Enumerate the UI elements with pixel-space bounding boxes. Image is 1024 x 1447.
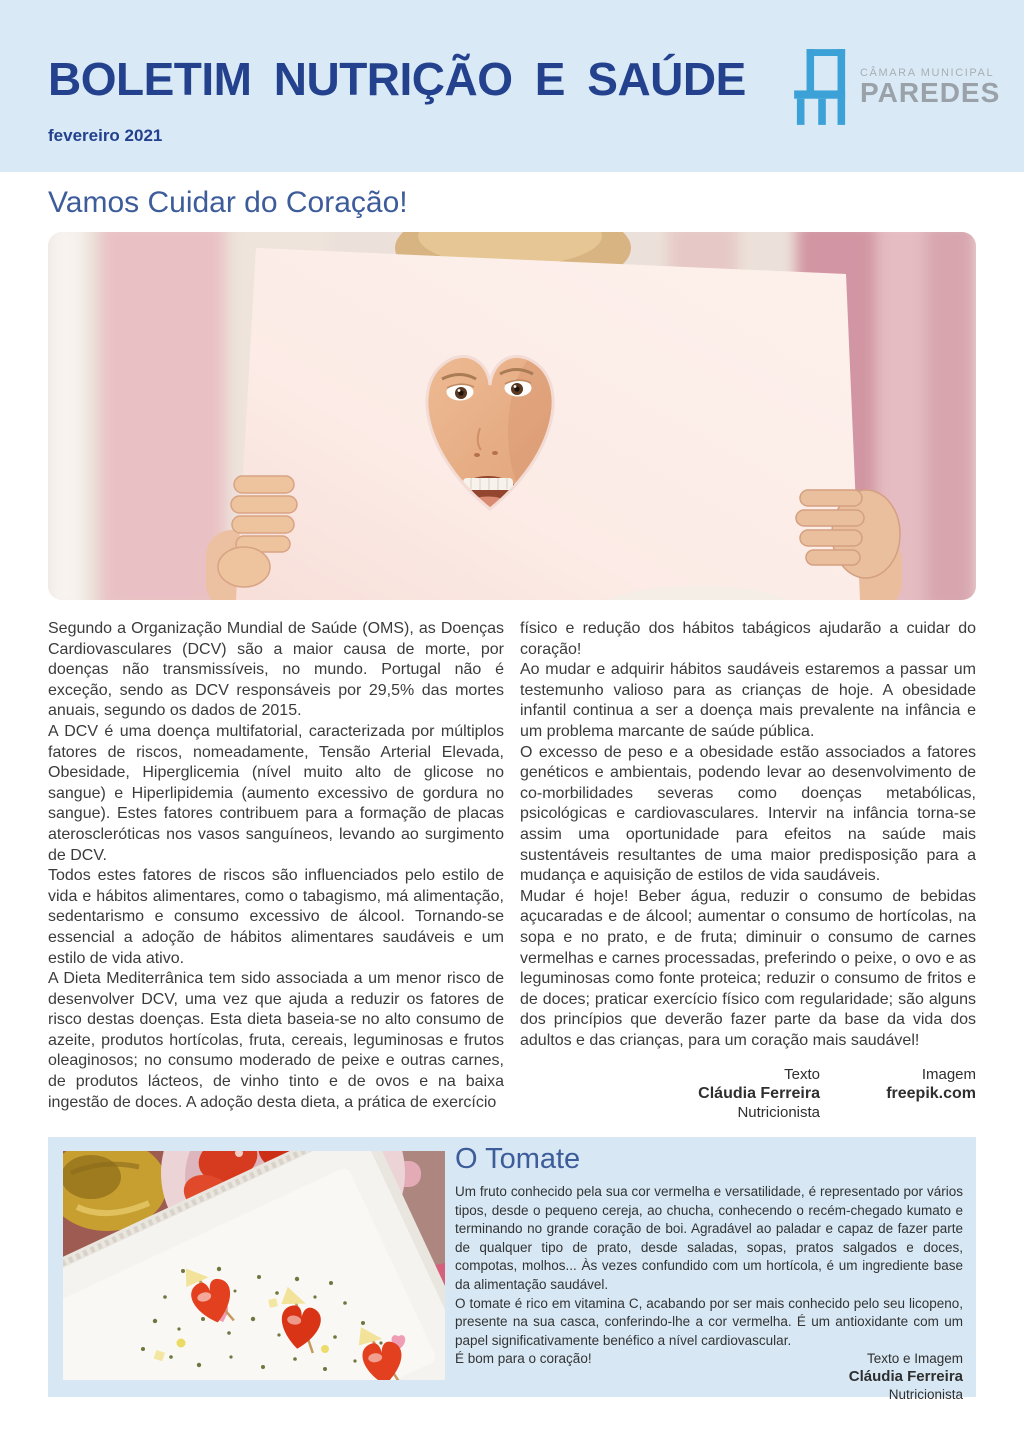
text-credit bbox=[520, 1065, 820, 1122]
tomato-photo-illustration bbox=[63, 1151, 445, 1380]
hero-photo bbox=[48, 232, 976, 600]
image-credit-label: Imagem bbox=[921, 1066, 976, 1084]
text-credit-role: Nutricionista bbox=[737, 1104, 820, 1122]
article-credits bbox=[520, 1065, 976, 1122]
tomato-section bbox=[48, 1137, 976, 1403]
article-column-1 bbox=[48, 619, 504, 1122]
tomato-article bbox=[455, 1143, 963, 1404]
article-paragraph: físico e redução dos hábitos tabágicos ajudarão a cuidar do coração! bbox=[520, 620, 976, 658]
hero-photo-illustration bbox=[48, 232, 976, 600]
page-title: BOLETIM NUTRIÇÃO E SAÚDE bbox=[48, 53, 746, 105]
right-hand bbox=[796, 490, 900, 578]
header-band bbox=[0, 0, 1024, 172]
text-credit-name: Cláudia Ferreira bbox=[698, 1085, 820, 1103]
article-title: Vamos Cuidar do Coração! bbox=[48, 186, 408, 219]
tomato-footer bbox=[455, 1350, 963, 1404]
logo-org-name: CÂMARA MUNICIPAL bbox=[860, 67, 995, 79]
tomato-paragraph: Um fruto conhecido pela sua cor vermelha e versatilidade, é representado por vários tipos, desde o pequeno cereja, ao chucha, conhecendo o recém-chegado kumato e terminando no grande coração de boi. Agradável ao paladar e capaz de fazer parte de qualquer tipo de prato, desde saladas, sopas, pratos salgados e doces, compotas, molhos... Às vezes confundido com um hortícola, é um ingrediente base da alimentação saudável. bbox=[455, 1184, 963, 1292]
tomato-paragraph: O tomate é rico em vitamina C, acabando por ser mais conhecido pelo seu licopeno, presente na sua casca, conferindo-lhe a cor vermelha. É um antioxidante com um papel significativamente benéfico a nível cardiovascular. bbox=[455, 1295, 963, 1348]
article-paragraph: Ao mudar e adquirir hábitos saudáveis estaremos a passar um testemunho valioso para as crianças de hoje. A obesidade infantil continua a ser a doença mais prevalente na infância e um problema marcante de saúde pública. bbox=[520, 661, 976, 740]
article-paragraph: O excesso de peso e a obesidade estão associados a fatores genéticos e ambientais, podendo levar ao desenvolvimento de co-morbilidades severas como doenças metabólicas, psicológicas e cardiovasculares. Intervir na infância torna-se assim uma oportunidade para efeitos na saúde mais sustentáveis resultantes de uma maior predisposição para a mudança e aquisição de estilos de vida saudáveis. bbox=[520, 743, 976, 885]
logo-city-name: PAREDES bbox=[860, 77, 1001, 108]
article-paragraph: A Dieta Mediterrânica tem sido associada a um menor risco de desenvolver DCV, uma vez que ajuda a reduzir os fatores de risco destas doenças. Esta dieta baseia-se no alto consumo de azeite, produtos hortícolas, fruta, cereais, leguminosas e frutos oleaginosos; no consumo moderado de peixe e outras carnes, de produtos lácteos, de vinho tinto e de ovos e na baixa ingestão de doces. A adoção desta dieta, a prática de exercício bbox=[48, 970, 504, 1111]
article-paragraph: Segundo a Organização Mundial de Saúde (OMS), as Doenças Cardiovasculares (DCV) são a maior causa de morte, por doenças não transmissíveis, no mundo. Portugal não é exceção, sendo as DCV responsáveis por 29,5% das mortes anuais, segundo os dados de 2015. bbox=[48, 620, 504, 720]
tomato-credit-name: Cláudia Ferreira bbox=[848, 1368, 963, 1386]
article-paragraph: Mudar é hoje! Beber água, reduzir o consumo de bebidas açucaradas e de álcool; aumentar o consumo de hortícolas, na sopa e no prato, e de fruta; diminuir o consumo de carnes vermelhas e carnes processadas, preferindo o peixe, o ovo e as leguminosas como fonte proteica; reduzir o consumo de fritos e de doces; praticar exercício físico com regularidade; são alguns dos princípios que deverão fazer parte da base da vida dos adultos e das crianças, para um coração mais saudável! bbox=[520, 887, 976, 1049]
article-body bbox=[48, 619, 976, 1122]
tomato-credits bbox=[849, 1350, 963, 1404]
tomato-credit-label: Texto e Imagem bbox=[866, 1351, 963, 1367]
tomato-closing-line: É bom para o coração! bbox=[455, 1351, 592, 1367]
paredes-chair-icon bbox=[790, 38, 852, 136]
image-credit bbox=[820, 1065, 976, 1122]
article-paragraph: Todos estes fatores de riscos são influenciados pelo estilo de vida e hábitos alimentares, como o tabagismo, má alimentação, sedentarismo e consumo excessivo de álcool. Tornando-se essencial a adoção de hábitos alimentares saudáveis e um estilo de vida ativo. bbox=[48, 867, 504, 967]
article-column-2 bbox=[520, 619, 976, 1122]
article-paragraph: A DCV é uma doença multifatorial, caracterizada por múltiplos fatores de riscos, nomeadamente, Tensão Arterial Elevada, Obesidade, Hiperglicemia (nível muito alto de glicose no sangue) e Hiperlipidemia (aumento excessivo de gordura no sangue). Estes fatores contribuem para a formação de placas ateroscleróticas nos vasos sanguíneos, levando ao surgimento de DCV. bbox=[48, 722, 504, 864]
tomato-credit-role: Nutricionista bbox=[888, 1387, 963, 1403]
text-credit-label: Texto bbox=[784, 1066, 820, 1084]
tomato-title: O Tomate bbox=[455, 1143, 581, 1175]
issue-date: fevereiro 2021 bbox=[48, 126, 163, 145]
logo-text bbox=[860, 67, 1000, 107]
municipality-logo bbox=[790, 36, 1000, 138]
tomato-photo bbox=[63, 1151, 445, 1380]
image-credit-name: freepik.com bbox=[886, 1085, 976, 1103]
